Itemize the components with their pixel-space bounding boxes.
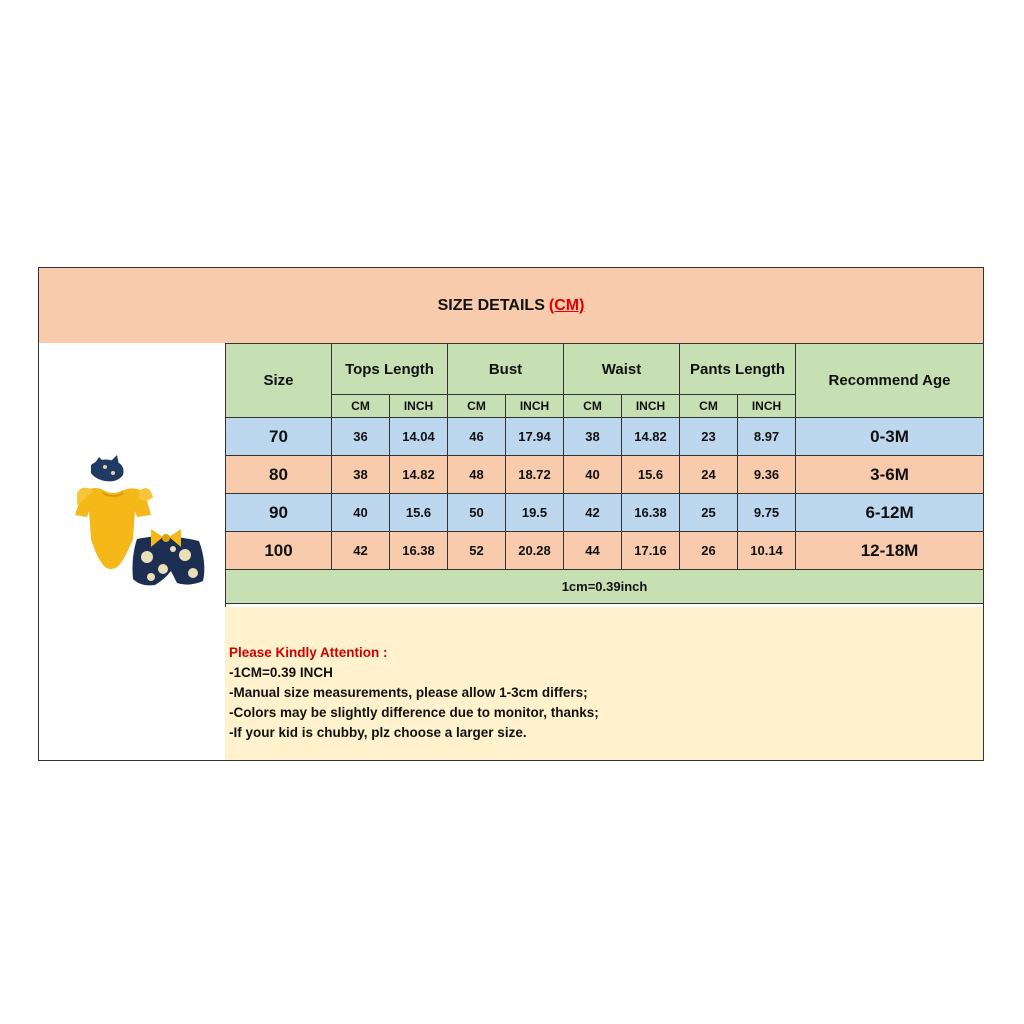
subheader-cm: CM bbox=[448, 395, 506, 418]
header-tops-length: Tops Length bbox=[332, 344, 448, 395]
age-cell: 12-18M bbox=[796, 532, 984, 570]
bust-cm-cell: 48 bbox=[448, 456, 506, 494]
pants-inch-cell: 9.36 bbox=[738, 456, 796, 494]
title-bar bbox=[39, 268, 983, 344]
waist-cm-cell: 38 bbox=[564, 418, 622, 456]
size-cell: 80 bbox=[226, 456, 332, 494]
pants-cm-cell: 24 bbox=[680, 456, 738, 494]
subheader-cm: CM bbox=[564, 395, 622, 418]
table-row bbox=[226, 418, 984, 456]
size-chart-frame bbox=[38, 267, 984, 761]
waist-cm-cell: 44 bbox=[564, 532, 622, 570]
attention-notes bbox=[225, 607, 983, 760]
waist-inch-cell: 15.6 bbox=[622, 456, 680, 494]
bust-cm-cell: 46 bbox=[448, 418, 506, 456]
product-photo-cell bbox=[39, 343, 226, 760]
note-line: -If your kid is chubby, plz choose a larger size. bbox=[229, 725, 527, 740]
pants-inch-cell: 8.97 bbox=[738, 418, 796, 456]
header-pants-length: Pants Length bbox=[680, 344, 796, 395]
title-unit: (CM) bbox=[548, 296, 585, 314]
pants-cm-cell: 26 bbox=[680, 532, 738, 570]
waist-inch-cell: 14.82 bbox=[622, 418, 680, 456]
table-row bbox=[226, 494, 984, 532]
conversion-note: 1cm=0.39inch bbox=[226, 570, 984, 604]
tops-inch-cell: 14.82 bbox=[390, 456, 448, 494]
note-line: -1CM=0.39 INCH bbox=[229, 665, 333, 680]
header-bust: Bust bbox=[448, 344, 564, 395]
subheader-inch: INCH bbox=[390, 395, 448, 418]
waist-cm-cell: 42 bbox=[564, 494, 622, 532]
tops-cm-cell: 38 bbox=[332, 456, 390, 494]
size-cell: 90 bbox=[226, 494, 332, 532]
age-cell: 6-12M bbox=[796, 494, 984, 532]
pants-inch-cell: 10.14 bbox=[738, 532, 796, 570]
age-cell: 3-6M bbox=[796, 456, 984, 494]
subheader-cm: CM bbox=[680, 395, 738, 418]
table-row bbox=[226, 456, 984, 494]
pants-cm-cell: 25 bbox=[680, 494, 738, 532]
attention-heading: Please Kindly Attention : bbox=[229, 645, 388, 660]
subheader-inch: INCH bbox=[622, 395, 680, 418]
bust-inch-cell: 17.94 bbox=[506, 418, 564, 456]
baby-outfit-icon bbox=[53, 453, 211, 593]
note-line: -Manual size measurements, please allow 1-3cm differs; bbox=[229, 685, 588, 700]
tops-cm-cell: 40 bbox=[332, 494, 390, 532]
subheader-cm: CM bbox=[332, 395, 390, 418]
header-size: Size bbox=[226, 344, 332, 418]
bust-inch-cell: 19.5 bbox=[506, 494, 564, 532]
age-cell: 0-3M bbox=[796, 418, 984, 456]
header-waist: Waist bbox=[564, 344, 680, 395]
tops-inch-cell: 14.04 bbox=[390, 418, 448, 456]
table-row bbox=[226, 532, 984, 570]
tops-inch-cell: 15.6 bbox=[390, 494, 448, 532]
waist-cm-cell: 40 bbox=[564, 456, 622, 494]
header-recommend-age: Recommend Age bbox=[796, 344, 984, 418]
pants-cm-cell: 23 bbox=[680, 418, 738, 456]
waist-inch-cell: 17.16 bbox=[622, 532, 680, 570]
bust-inch-cell: 20.28 bbox=[506, 532, 564, 570]
tops-cm-cell: 36 bbox=[332, 418, 390, 456]
size-table bbox=[225, 343, 984, 604]
bust-inch-cell: 18.72 bbox=[506, 456, 564, 494]
waist-inch-cell: 16.38 bbox=[622, 494, 680, 532]
note-line: -Colors may be slightly difference due to monitor, thanks; bbox=[229, 705, 599, 720]
subheader-inch: INCH bbox=[506, 395, 564, 418]
bust-cm-cell: 52 bbox=[448, 532, 506, 570]
size-cell: 100 bbox=[226, 532, 332, 570]
subheader-inch: INCH bbox=[738, 395, 796, 418]
bust-cm-cell: 50 bbox=[448, 494, 506, 532]
size-cell: 70 bbox=[226, 418, 332, 456]
tops-inch-cell: 16.38 bbox=[390, 532, 448, 570]
tops-cm-cell: 42 bbox=[332, 532, 390, 570]
page-title: SIZE DETAILS bbox=[437, 296, 545, 314]
pants-inch-cell: 9.75 bbox=[738, 494, 796, 532]
